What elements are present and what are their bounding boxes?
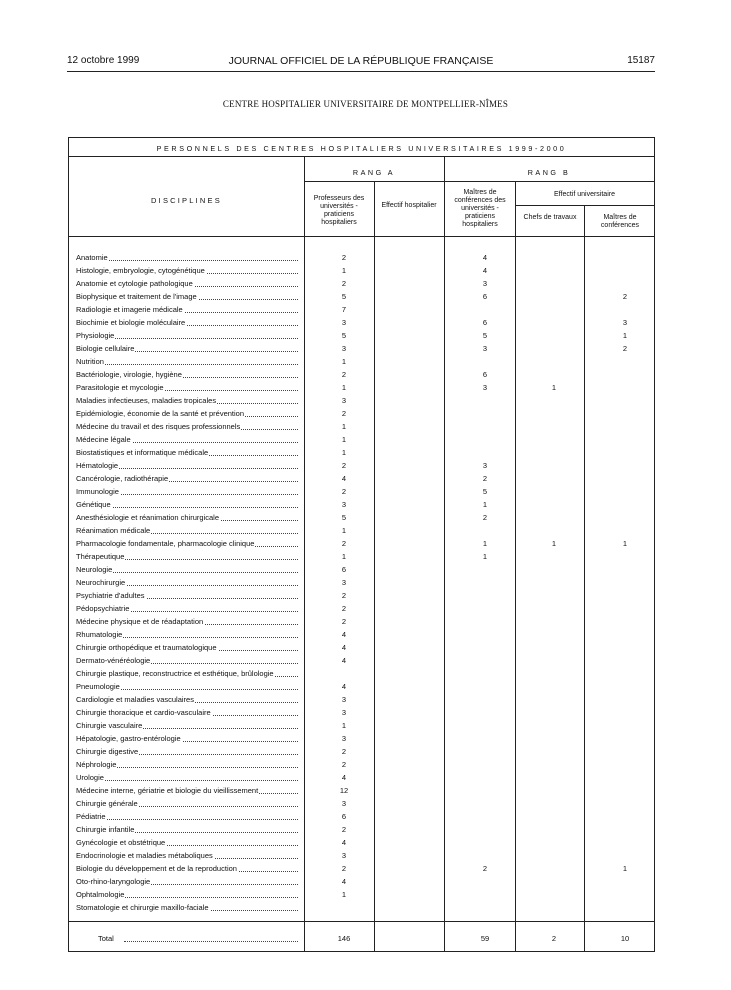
- discipline-label: [76, 797, 298, 810]
- table-row: [76, 771, 656, 784]
- discipline-label: [76, 433, 298, 446]
- table-row: [76, 407, 656, 420]
- cell-pu-ph: 2: [341, 760, 347, 769]
- table-row: [76, 420, 656, 433]
- cell-pu-ph: 1: [341, 890, 347, 899]
- discipline-text: Chirurgie générale: [76, 799, 138, 808]
- discipline-label: [76, 563, 298, 576]
- discipline-text: Immunologie: [76, 487, 119, 496]
- discipline-text: Médecine légale: [76, 435, 131, 444]
- rang-a-header: RANG A: [352, 168, 396, 177]
- table-row: [76, 368, 656, 381]
- table-row: [76, 342, 656, 355]
- cell-pu-ph: 4: [341, 877, 347, 886]
- col-header-maitres-conf: Maîtres de conférences: [600, 214, 640, 229]
- header-journal-title: JOURNAL OFFICIEL DE LA RÉPUBLIQUE FRANÇAISE: [228, 55, 494, 67]
- discipline-label: [76, 862, 298, 875]
- discipline-label: [76, 589, 298, 602]
- table-row: [76, 667, 656, 680]
- table-row: [76, 615, 656, 628]
- discipline-label: [76, 264, 298, 277]
- discipline-label: [76, 680, 298, 693]
- discipline-label: [76, 459, 298, 472]
- cell-pu-ph: 6: [341, 812, 347, 821]
- discipline-text: Cardiologie et maladies vasculaires: [76, 695, 194, 704]
- discipline-label: [76, 758, 298, 771]
- header-date: 12 octobre 1999: [67, 55, 140, 66]
- table-row: [76, 836, 656, 849]
- table-row: [76, 797, 656, 810]
- cell-pu-ph: 2: [341, 253, 347, 262]
- discipline-label: [76, 602, 298, 615]
- rule-title: [69, 156, 654, 157]
- discipline-text: Neurologie: [76, 565, 113, 574]
- discipline-text: Biochimie et biologie moléculaire: [76, 318, 186, 327]
- table-row: [76, 303, 656, 316]
- table-row: [76, 446, 656, 459]
- table-row: [76, 563, 656, 576]
- col-header-professeurs: Professeurs des universités - praticiens hospitaliers: [313, 195, 365, 226]
- cell-mcu-ph: 3: [482, 279, 488, 288]
- table-row: [76, 498, 656, 511]
- cell-mcu-ph: 2: [482, 513, 488, 522]
- discipline-label: [76, 394, 298, 407]
- table-row: [76, 329, 656, 342]
- table-row: [76, 654, 656, 667]
- discipline-label: [76, 498, 298, 511]
- table-row: [76, 680, 656, 693]
- cell-mcu-ph: 5: [482, 487, 488, 496]
- discipline-text: Chirurgie plastique, reconstructrice et esthétique, brûlologie: [76, 669, 274, 678]
- discipline-text: Biostatistiques et informatique médicale: [76, 448, 209, 457]
- cell-pu-ph: 2: [341, 409, 347, 418]
- table-row: [76, 823, 656, 836]
- discipline-text: Radiologie et imagerie médicale: [76, 305, 183, 314]
- cell-pu-ph: 2: [341, 604, 347, 613]
- table-row: [76, 693, 656, 706]
- discipline-label: [76, 355, 298, 368]
- table-row: [76, 355, 656, 368]
- discipline-label: [76, 875, 298, 888]
- cell-pu-ph: 2: [341, 864, 347, 873]
- col-header-effectif-universitaire: Effectif universitaire: [554, 191, 615, 198]
- table-row: [76, 706, 656, 719]
- cell-pu-ph: 4: [341, 682, 347, 691]
- col-header-maitres-conf-ph: Maîtres de conférences des universités - praticiens hospitaliers: [454, 189, 506, 228]
- cell-mcu-ph: 6: [482, 292, 488, 301]
- cell-pu-ph: 1: [341, 435, 347, 444]
- table-row: [76, 576, 656, 589]
- cell-pu-ph: 4: [341, 838, 347, 847]
- discipline-text: Histologie, embryologie, cytogénétique: [76, 266, 205, 275]
- cell-pu-ph: 6: [341, 565, 347, 574]
- discipline-text: Bactériologie, virologie, hygiène: [76, 370, 182, 379]
- discipline-text: Epidémiologie, économie de la santé et prévention: [76, 409, 245, 418]
- table-row: [76, 758, 656, 771]
- cell-chefs: 1: [551, 383, 557, 392]
- cell-pu-ph: 1: [341, 721, 347, 730]
- discipline-label: [76, 446, 298, 459]
- discipline-text: Médecine interne, gériatrie et biologie du vieillissement: [76, 786, 259, 795]
- discipline-label: [76, 277, 298, 290]
- table-row: [76, 394, 656, 407]
- discipline-text: Nutrition: [76, 357, 104, 366]
- cell-pu-ph: 3: [341, 318, 347, 327]
- cell-pu-ph: 4: [341, 656, 347, 665]
- table-row: [76, 524, 656, 537]
- discipline-text: Néphrologie: [76, 760, 117, 769]
- discipline-label: [76, 368, 298, 381]
- discipline-text: Pédopsychiatrie: [76, 604, 130, 613]
- discipline-label: [76, 511, 298, 524]
- rule-rang: [304, 181, 654, 182]
- cell-pu-ph: 3: [341, 799, 347, 808]
- cell-mcu-ph: 2: [482, 864, 488, 873]
- discipline-label: [76, 290, 298, 303]
- table-row: [76, 719, 656, 732]
- cell-pu-ph: 12: [339, 786, 349, 795]
- rang-b-header: RANG B: [527, 168, 571, 177]
- discipline-text: Chirurgie vasculaire: [76, 721, 143, 730]
- discipline-label: [76, 693, 298, 706]
- discipline-label: [76, 628, 298, 641]
- cell-mc: 1: [622, 331, 628, 340]
- discipline-label: [76, 771, 298, 784]
- header-page-number: 15187: [627, 55, 655, 66]
- table-row: [76, 290, 656, 303]
- rule-header-bottom: [69, 236, 654, 237]
- cell-pu-ph: 7: [341, 305, 347, 314]
- staff-table: [68, 137, 655, 952]
- cell-mcu-ph: 2: [482, 474, 488, 483]
- discipline-label: [76, 810, 298, 823]
- table-row: [76, 251, 656, 264]
- cell-pu-ph: 2: [341, 747, 347, 756]
- table-row: [76, 875, 656, 888]
- discipline-text: Hépatologie, gastro-entérologie: [76, 734, 181, 743]
- discipline-label: [76, 745, 298, 758]
- cell-mc: 1: [622, 864, 628, 873]
- document-subtitle: CENTRE HOSPITALIER UNIVERSITAIRE DE MONTPELLIER-NÎMES: [222, 99, 509, 109]
- discipline-label: [76, 576, 298, 589]
- cell-pu-ph: 5: [341, 292, 347, 301]
- discipline-text: Endocrinologie et maladies métaboliques: [76, 851, 213, 860]
- table-row: [76, 784, 656, 797]
- cell-pu-ph: 4: [341, 773, 347, 782]
- discipline-text: Parasitologie et mycologie: [76, 383, 164, 392]
- cell-pu-ph: 4: [341, 630, 347, 639]
- discipline-text: Cancérologie, radiothérapie: [76, 474, 169, 483]
- discipline-label: [76, 901, 298, 914]
- discipline-text: Neurochirurgie: [76, 578, 126, 587]
- discipline-text: Anesthésiologie et réanimation chirurgicale: [76, 513, 219, 522]
- table-row: [76, 550, 656, 563]
- col-header-chefs-travaux: Chefs de travaux: [523, 214, 577, 221]
- table-row: [76, 433, 656, 446]
- total-chefs: 2: [551, 934, 557, 943]
- cell-mc: 2: [622, 292, 628, 301]
- discipline-label: [76, 329, 298, 342]
- discipline-text: Biophysique et traitement de l'image: [76, 292, 197, 301]
- discipline-label: [76, 303, 298, 316]
- table-row: [76, 485, 656, 498]
- discipline-text: Chirurgie digestive: [76, 747, 139, 756]
- discipline-label: [76, 823, 298, 836]
- cell-mcu-ph: 3: [482, 344, 488, 353]
- discipline-label: [76, 472, 298, 485]
- discipline-label: [76, 381, 298, 394]
- cell-pu-ph: 1: [341, 526, 347, 535]
- cell-mcu-ph: 3: [482, 383, 488, 392]
- discipline-label: [76, 849, 298, 862]
- discipline-text: Physiologie: [76, 331, 115, 340]
- cell-pu-ph: 4: [341, 643, 347, 652]
- discipline-text: Thérapeutique: [76, 552, 125, 561]
- cell-pu-ph: 2: [341, 370, 347, 379]
- discipline-label: [76, 420, 298, 433]
- table-row: [76, 511, 656, 524]
- discipline-text: Biologie cellulaire: [76, 344, 135, 353]
- cell-pu-ph: 1: [341, 357, 347, 366]
- cell-mc: 2: [622, 344, 628, 353]
- table-row: [76, 316, 656, 329]
- discipline-text: Psychiatrie d'adultes: [76, 591, 145, 600]
- cell-chefs: 1: [551, 539, 557, 548]
- cell-pu-ph: 3: [341, 851, 347, 860]
- discipline-text: Réanimation médicale: [76, 526, 151, 535]
- discipline-text: Rhumatologie: [76, 630, 123, 639]
- total-row: [76, 932, 656, 945]
- cell-mcu-ph: 4: [482, 266, 488, 275]
- table-row: [76, 277, 656, 290]
- rule-before-total: [69, 921, 654, 922]
- cell-mcu-ph: 4: [482, 253, 488, 262]
- cell-mcu-ph: 6: [482, 318, 488, 327]
- discipline-label: [76, 836, 298, 849]
- table-title: PERSONNELS DES CENTRES HOSPITALIERS UNIVERSITAIRES 1999-2000: [156, 144, 567, 153]
- discipline-text: Pneumologie: [76, 682, 120, 691]
- discipline-text: Chirurgie infantile: [76, 825, 135, 834]
- total-pu-ph: 146: [337, 934, 351, 943]
- table-row: [76, 862, 656, 875]
- cell-mc: 3: [622, 318, 628, 327]
- cell-pu-ph: 5: [341, 331, 347, 340]
- table-row: [76, 745, 656, 758]
- discipline-label: [76, 719, 298, 732]
- table-row: [76, 602, 656, 615]
- discipline-text: Chirurgie thoracique et cardio-vasculaire: [76, 708, 211, 717]
- cell-pu-ph: 2: [341, 539, 347, 548]
- table-row: [76, 732, 656, 745]
- discipline-text: Urologie: [76, 773, 104, 782]
- cell-pu-ph: 3: [341, 695, 347, 704]
- discipline-label: [76, 706, 298, 719]
- discipline-text: Gynécologie et obstétrique: [76, 838, 166, 847]
- discipline-label: [76, 641, 298, 654]
- discipline-text: Oto-rhino-laryngologie: [76, 877, 151, 886]
- discipline-label: [76, 667, 298, 680]
- table-row: [76, 589, 656, 602]
- discipline-label: [76, 732, 298, 745]
- discipline-label: [76, 537, 298, 550]
- cell-pu-ph: 3: [341, 734, 347, 743]
- cell-mc: 1: [622, 539, 628, 548]
- cell-pu-ph: 2: [341, 591, 347, 600]
- cell-pu-ph: 1: [341, 552, 347, 561]
- discipline-text: Ophtalmologie: [76, 890, 125, 899]
- discipline-text: Anatomie: [76, 253, 108, 262]
- page-header: [67, 53, 655, 72]
- discipline-text: Maladies infectieuses, maladies tropicales: [76, 396, 217, 405]
- disciplines-header: DISCIPLINES: [151, 196, 222, 205]
- discipline-label: [76, 888, 298, 901]
- cell-pu-ph: 1: [341, 266, 347, 275]
- discipline-text: Stomatologie et chirurgie maxillo-faciale: [76, 903, 209, 912]
- cell-mcu-ph: 3: [482, 461, 488, 470]
- discipline-text: Pédiatrie: [76, 812, 106, 821]
- cell-mcu-ph: 1: [482, 552, 488, 561]
- table-row: [76, 641, 656, 654]
- cell-pu-ph: 2: [341, 825, 347, 834]
- cell-pu-ph: 2: [341, 279, 347, 288]
- cell-pu-ph: 2: [341, 461, 347, 470]
- cell-pu-ph: 3: [341, 396, 347, 405]
- total-mcu-ph: 59: [480, 934, 490, 943]
- discipline-text: Biologie du développement et de la reproduction: [76, 864, 237, 873]
- cell-pu-ph: 3: [341, 500, 347, 509]
- discipline-label: [76, 251, 298, 264]
- table-row: [76, 849, 656, 862]
- table-row: [76, 381, 656, 394]
- discipline-label: [76, 550, 298, 563]
- discipline-text: Pharmacologie fondamentale, pharmacologie clinique: [76, 539, 255, 548]
- discipline-text: Dermato-vénéréologie: [76, 656, 151, 665]
- discipline-label: [76, 342, 298, 355]
- cell-pu-ph: 3: [341, 578, 347, 587]
- table-row: [76, 459, 656, 472]
- discipline-label: [76, 784, 298, 797]
- cell-pu-ph: 1: [341, 383, 347, 392]
- total-label: Total: [98, 932, 298, 945]
- discipline-text: Médecine du travail et des risques professionnels: [76, 422, 241, 431]
- col-header-effectif-hospitalier: Effectif hospitalier: [381, 202, 437, 209]
- cell-mcu-ph: 1: [482, 539, 488, 548]
- cell-pu-ph: 3: [341, 344, 347, 353]
- total-mc: 10: [620, 934, 630, 943]
- discipline-text: Médecine physique et de réadaptation: [76, 617, 204, 626]
- cell-pu-ph: 4: [341, 474, 347, 483]
- cell-mcu-ph: 5: [482, 331, 488, 340]
- table-row: [76, 888, 656, 901]
- cell-mcu-ph: 6: [482, 370, 488, 379]
- cell-mcu-ph: 1: [482, 500, 488, 509]
- cell-pu-ph: 5: [341, 513, 347, 522]
- discipline-label: [76, 316, 298, 329]
- discipline-label: [76, 485, 298, 498]
- table-row: [76, 472, 656, 485]
- table-row: [76, 901, 656, 914]
- table-row: [76, 628, 656, 641]
- cell-pu-ph: 2: [341, 617, 347, 626]
- discipline-text: Chirurgie orthopédique et traumatologique: [76, 643, 217, 652]
- cell-pu-ph: 2: [341, 487, 347, 496]
- cell-pu-ph: 1: [341, 422, 347, 431]
- table-row: [76, 810, 656, 823]
- discipline-text: Hématologie: [76, 461, 119, 470]
- discipline-text: Anatomie et cytologie pathologique: [76, 279, 193, 288]
- discipline-text: Génétique: [76, 500, 111, 509]
- discipline-label: [76, 524, 298, 537]
- cell-pu-ph: 1: [341, 448, 347, 457]
- discipline-label: [76, 654, 298, 667]
- table-row: [76, 264, 656, 277]
- discipline-label: [76, 615, 298, 628]
- cell-pu-ph: 3: [341, 708, 347, 717]
- table-row: [76, 537, 656, 550]
- discipline-label: [76, 407, 298, 420]
